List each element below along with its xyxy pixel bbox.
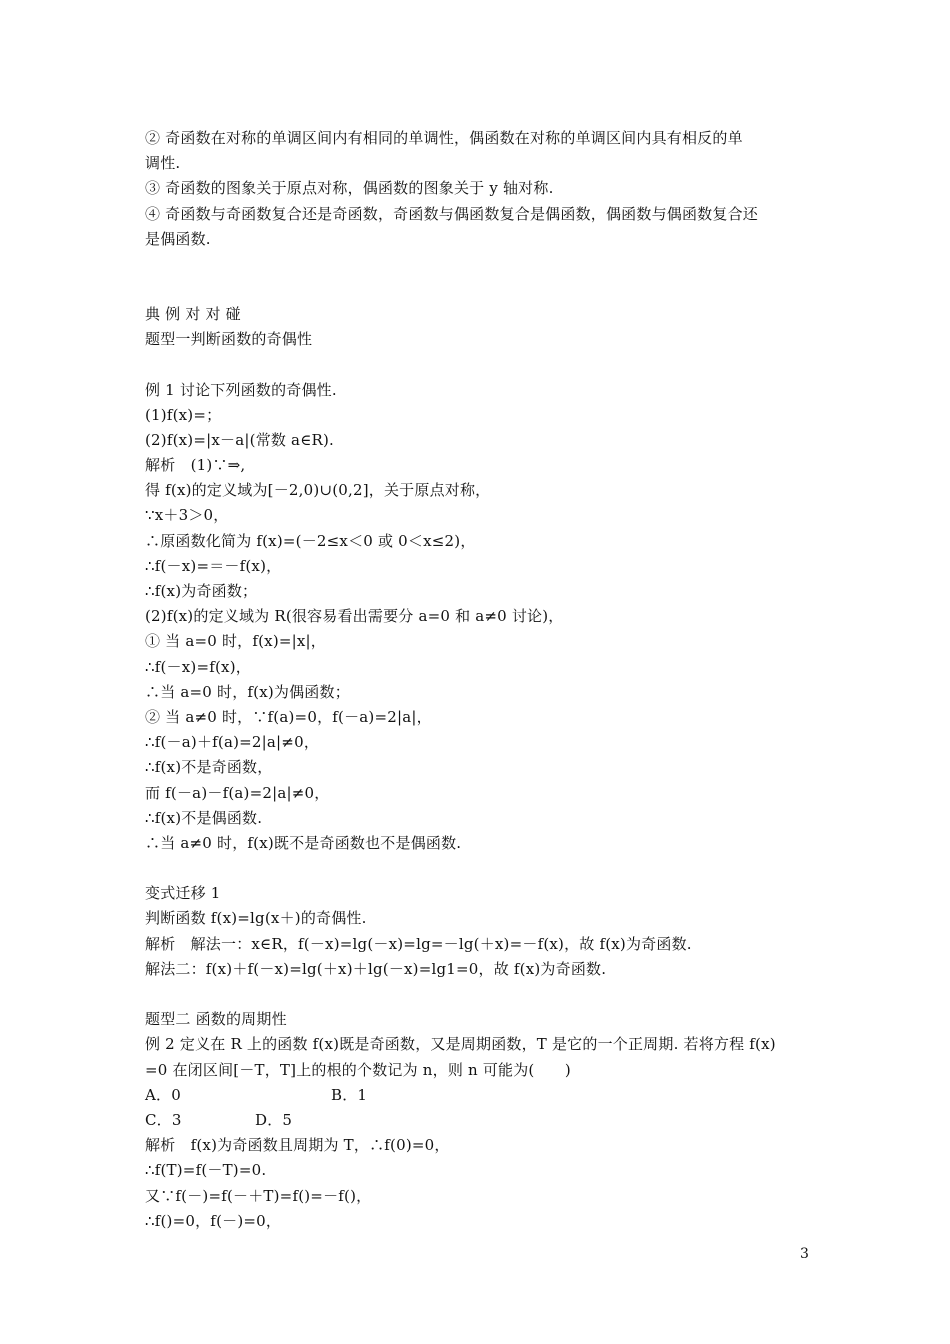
variant1-line: 判断函数 f(x)=lg(x＋)的奇偶性. xyxy=(145,909,367,928)
option-a: A．0 xyxy=(145,1085,181,1104)
example1-line: ∴原函数化简为 f(x)=(－2≤x＜0 或 0＜x≤2)， xyxy=(145,531,476,550)
example1-line: (2)f(x)=|x－a|(常数 a∈R). xyxy=(145,430,335,449)
example1-line: ∴当 a≠0 时，f(x)既不是奇函数也不是偶函数. xyxy=(145,833,462,852)
page-number: 3 xyxy=(800,1246,809,1262)
example1-line: ∵x＋3＞0， xyxy=(145,506,229,525)
section-title: 典 例 对 对 碰 xyxy=(145,304,241,323)
example1-line: ∴f(－x)=＝－f(x)， xyxy=(145,556,282,575)
example1-line: (2)f(x)的定义域为 R(很容易看出需要分 a=0 和 a≠0 讨论)， xyxy=(145,607,564,626)
option-d: D．5 xyxy=(255,1110,293,1129)
example1-line: 例 1 讨论下列函数的奇偶性. xyxy=(145,380,337,399)
example1-line: 解析 (1)∵⇒, xyxy=(145,456,246,475)
solution2-line: ∴f(T)=f(－T)=0. xyxy=(145,1161,267,1180)
example1-line: ∴f(－x)=f(x)， xyxy=(145,657,251,676)
document-body xyxy=(145,126,810,1234)
example1-line: 得 f(x)的定义域为[－2,0)∪(0,2]，关于原点对称， xyxy=(145,481,491,500)
example1-line: ① 当 a=0 时，f(x)=|x|， xyxy=(145,632,327,651)
option-c: C．3 xyxy=(145,1110,182,1129)
example1-line: ② 当 a≠0 时，∵f(a)=0，f(－a)=2|a|， xyxy=(145,707,432,726)
spacer xyxy=(145,352,810,377)
example1-line: ∴f(x)为奇函数； xyxy=(145,582,258,600)
options-row-2 xyxy=(145,1108,810,1133)
example1-line: ∴当 a=0 时，f(x)为偶函数； xyxy=(145,682,350,701)
example1-line: ∴f(x)不是偶函数. xyxy=(145,808,263,827)
options-row-1 xyxy=(145,1083,810,1108)
solution2-line: 解析 f(x)为奇函数且周期为 T，∴f(0)=0， xyxy=(145,1136,450,1155)
property-line: 是偶函数. xyxy=(145,229,211,248)
type1-title: 题型一判断函数的奇偶性 xyxy=(145,330,313,349)
example2-line: 例 2 定义在 R 上的函数 f(x)既是奇函数，又是周期函数，T 是它的一个正周期. 若将方程 f(x) xyxy=(145,1035,776,1054)
example1-line: 而 f(－a)－f(a)=2|a|≠0， xyxy=(145,783,330,802)
solution2-line: 又∵f(－)=f(－＋T)=f()=－f()， xyxy=(145,1186,372,1205)
example1-line: ∴f(－a)＋f(a)=2|a|≠0， xyxy=(145,733,320,752)
example1-line: (1)f(x)=； xyxy=(145,405,222,424)
variant1-line: 变式迁移 1 xyxy=(145,884,221,903)
example2-line: =0 在闭区间[－T，T]上的根的个数记为 n，则 n 可能为( ) xyxy=(145,1060,571,1079)
option-b: B．1 xyxy=(331,1085,368,1104)
spacer xyxy=(145,252,810,302)
type2-title: 题型二 函数的周期性 xyxy=(145,1010,287,1029)
variant1-line: 解法二：f(x)＋f(－x)=lg(＋x)＋lg(－x)=lg1=0，故 f(x)为奇函数. xyxy=(145,959,607,978)
example1-line: ∴f(x)不是奇函数， xyxy=(145,758,273,777)
spacer xyxy=(145,982,810,1007)
property-line: ③ 奇函数的图象关于原点对称，偶函数的图象关于 y 轴对称. xyxy=(145,179,554,198)
solution2-line: ∴f()=0，f(－)=0， xyxy=(145,1211,282,1230)
property-line: ② 奇函数在对称的单调区间内有相同的单调性，偶函数在对称的单调区间内具有相反的单 xyxy=(145,129,743,147)
property-line: ④ 奇函数与奇函数复合还是奇函数，奇函数与偶函数复合是偶函数，偶函数与偶函数复合还 xyxy=(145,204,758,223)
property-line: 调性. xyxy=(145,154,181,173)
variant1-line: 解析 解法一：x∈R，f(－x)=lg(－x)=lg=－lg(＋x)=－f(x)，故 f(x)为奇函数. xyxy=(145,934,692,953)
spacer xyxy=(145,856,810,881)
